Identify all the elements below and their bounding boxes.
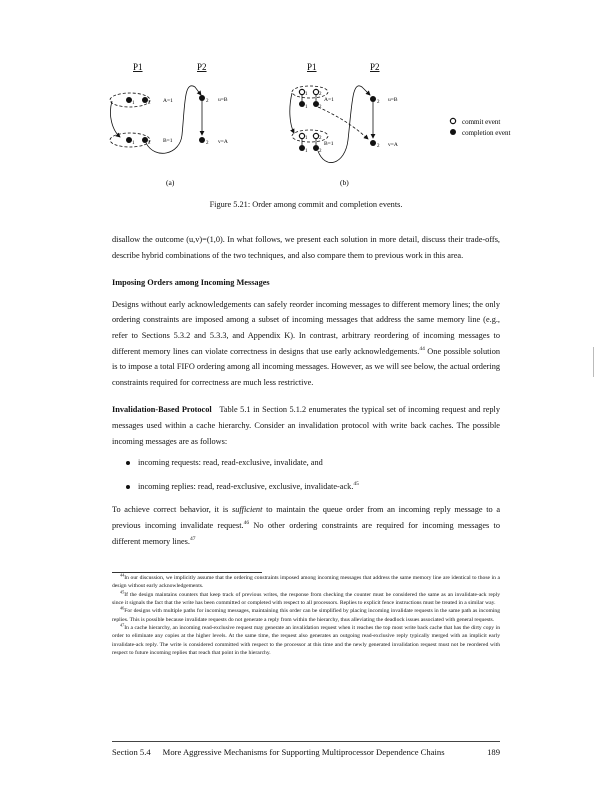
panel-a-label: (a) <box>166 178 175 187</box>
panel-a-p1-top-event: A=1 <box>163 98 173 104</box>
paragraph-4 <box>112 502 500 549</box>
completion-event-icon <box>450 129 456 135</box>
emphasis-sufficient: sufficient <box>231 505 263 515</box>
footer-divider <box>112 741 500 742</box>
panel-b-p2-top-event: u=B <box>388 97 398 103</box>
svg-text:2: 2 <box>319 105 322 110</box>
page-footer <box>112 747 500 757</box>
list-item <box>126 455 500 471</box>
svg-text:2: 2 <box>148 101 151 106</box>
footnote-number: 45 <box>120 589 125 595</box>
panel-a-p2-top-event: u=B <box>218 97 228 103</box>
footnote-divider <box>112 572 262 573</box>
footnote-47 <box>112 624 500 657</box>
footnote-number: 46 <box>120 605 125 611</box>
panel-a-p2-bottom-event: v=A <box>218 139 228 145</box>
panel-a-p2-label: P2 <box>197 62 207 72</box>
svg-text:2: 2 <box>319 92 322 97</box>
commit-event-icon <box>450 118 455 123</box>
svg-text:1: 1 <box>132 101 135 106</box>
running-footer <box>112 747 445 757</box>
paragraph-4-text-c: No other ordering constraints are required for incoming messages to different memory lines. <box>112 520 500 546</box>
footnote-text: In a cache hierarchy, an incoming read-exclusive request may generate an invalidation request when it reaches the top most write back cache that has the dirty copy in order to eliminate any copies at the higher levels. At the same time, the request also generates an outgoing read-exclusive reply typically merged with an implicit early invalidate-ack reply. The write is considered committed with respect to the processor at this time and the newly generated invalidation request must not be reordered with respect to future incoming replies that reach that point in the hierarchy. <box>112 625 500 657</box>
panel-a-p1-bottom-event: B=1 <box>163 138 173 144</box>
svg-text:2: 2 <box>377 100 380 105</box>
footnote-text: In our discussion, we implicitly assume that the ordering constraints imposed among incoming messages that address the same memory line are identical to those in a design without early acknowledgements. <box>112 575 500 590</box>
footnote-text: If the design maintains counters that keep track of previous writes, the response from checking the counter must be considered the same as an invalidate-ack reply since it signals the fact that the write has been committed or completed with respect to all processors. Replies to explicit fence instructions must be treated in a similar way. <box>112 591 500 607</box>
svg-text:1: 1 <box>305 92 308 97</box>
svg-text:2: 2 <box>319 136 322 141</box>
paragraph-2-text: Designs without early acknowledgements can safely reorder incoming messages to different memory lines; the only ordering constraints are imposed among a subset of incoming messages that address the same memory line (e.g., refer to Sections 5.3.2 and 5.3.3, and Appendix K). In contrast, arbitrary reordering of incoming messages to different memory lines can violate correctness in designs that use early acknowledgements. <box>112 299 500 356</box>
paragraph-3 <box>112 402 500 449</box>
svg-text:1: 1 <box>305 149 308 154</box>
section-heading: Imposing Orders among Incoming Messages <box>112 278 270 288</box>
list-item <box>126 479 500 495</box>
runin-heading: Invalidation-Based Protocol <box>112 405 212 415</box>
panel-a <box>110 62 228 187</box>
panel-b <box>290 62 398 187</box>
paragraph-4-text-b: to maintain the queue order from an incoming reply message to a previous incoming invalidate request. <box>112 505 501 530</box>
list-item-text: incoming replies: read, read-exclusive, exclusive, invalidate-ack. <box>138 481 354 491</box>
paragraph-2-tail: One possible solution is to impose a total FIFO ordering among all incoming messages. However, as we will see below, the actual ordering constraints required for correctness are much less restrictive. <box>112 346 500 387</box>
footnote-number: 47 <box>120 622 125 628</box>
section-title: More Aggressive Mechanisms for Supporting Multiprocessor Dependence Chains <box>162 747 445 757</box>
paragraph-4-text-a: To achieve correct behavior, it is <box>112 505 232 515</box>
svg-text:2: 2 <box>206 99 209 104</box>
footnote-ref-45[interactable]: 45 <box>353 480 359 487</box>
footnote-ref-47[interactable]: 47 <box>189 535 196 542</box>
svg-text:2: 2 <box>319 149 322 154</box>
legend-completion: completion event <box>462 129 511 137</box>
body-text <box>112 232 500 549</box>
figure-caption: Figure 5.21: Order among commit and completion events. <box>209 200 403 209</box>
paragraph-2 <box>112 297 500 391</box>
panel-b-p2-label: P2 <box>370 62 380 72</box>
page-number: 189 <box>487 747 500 757</box>
panel-b-p2-bottom-event: v=A <box>388 142 398 148</box>
footnote-44 <box>112 574 500 591</box>
svg-text:1: 1 <box>305 136 308 141</box>
panel-a-p1-label: P1 <box>133 62 143 72</box>
footnote-ref-44[interactable]: 44 <box>419 345 425 352</box>
figure-5-21 <box>100 55 520 215</box>
svg-text:2: 2 <box>148 141 151 146</box>
footnote-text: For designs with multiple paths for incoming messages, maintaining this order can be simplified by placing incoming invalidate requests in the same path as incoming replies. This is possible because invalidate requests do not generate a reply from within the hierarchy, thus alleviating the deadlock issues associated with general requests. <box>112 608 500 623</box>
panel-b-p1-top-event: A=1 <box>324 97 334 103</box>
svg-text:2: 2 <box>377 144 380 149</box>
footnote-ref-46[interactable]: 46 <box>243 519 250 526</box>
legend-commit: commit event <box>462 118 501 126</box>
footnote-45 <box>112 591 500 608</box>
legend <box>450 118 510 137</box>
commit-completion-diagram <box>100 55 520 205</box>
footnote-46 <box>112 607 500 624</box>
svg-text:2: 2 <box>206 141 209 146</box>
svg-text:1: 1 <box>132 141 135 146</box>
margin-mark <box>593 347 594 377</box>
list-item-text: incoming requests: read, read-exclusive, invalidate, and <box>138 458 323 468</box>
panel-b-label: (b) <box>340 178 349 187</box>
incoming-messages-list <box>112 455 500 494</box>
footnotes <box>112 574 500 657</box>
paragraph-1: disallow the outcome (u,v)=(1,0). In what follows, we present each solution in more detail, discuss their trade-offs, describe hybrid combinations of the two techniques, and also compare them to previous work in this area. <box>112 235 500 260</box>
svg-text:1: 1 <box>305 105 308 110</box>
paragraph-3-text: Table 5.1 in Section 5.1.2 enumerates the typical set of incoming request and reply messages used within a cache hierarchy. Consider an invalidation protocol with write back caches. The possible incoming messages are as follows: <box>112 405 501 446</box>
footnote-number: 44 <box>120 572 125 578</box>
section-number: Section 5.4 <box>112 747 151 757</box>
panel-b-p1-label: P1 <box>307 62 317 72</box>
panel-b-p1-bottom-event: B=1 <box>324 141 334 147</box>
